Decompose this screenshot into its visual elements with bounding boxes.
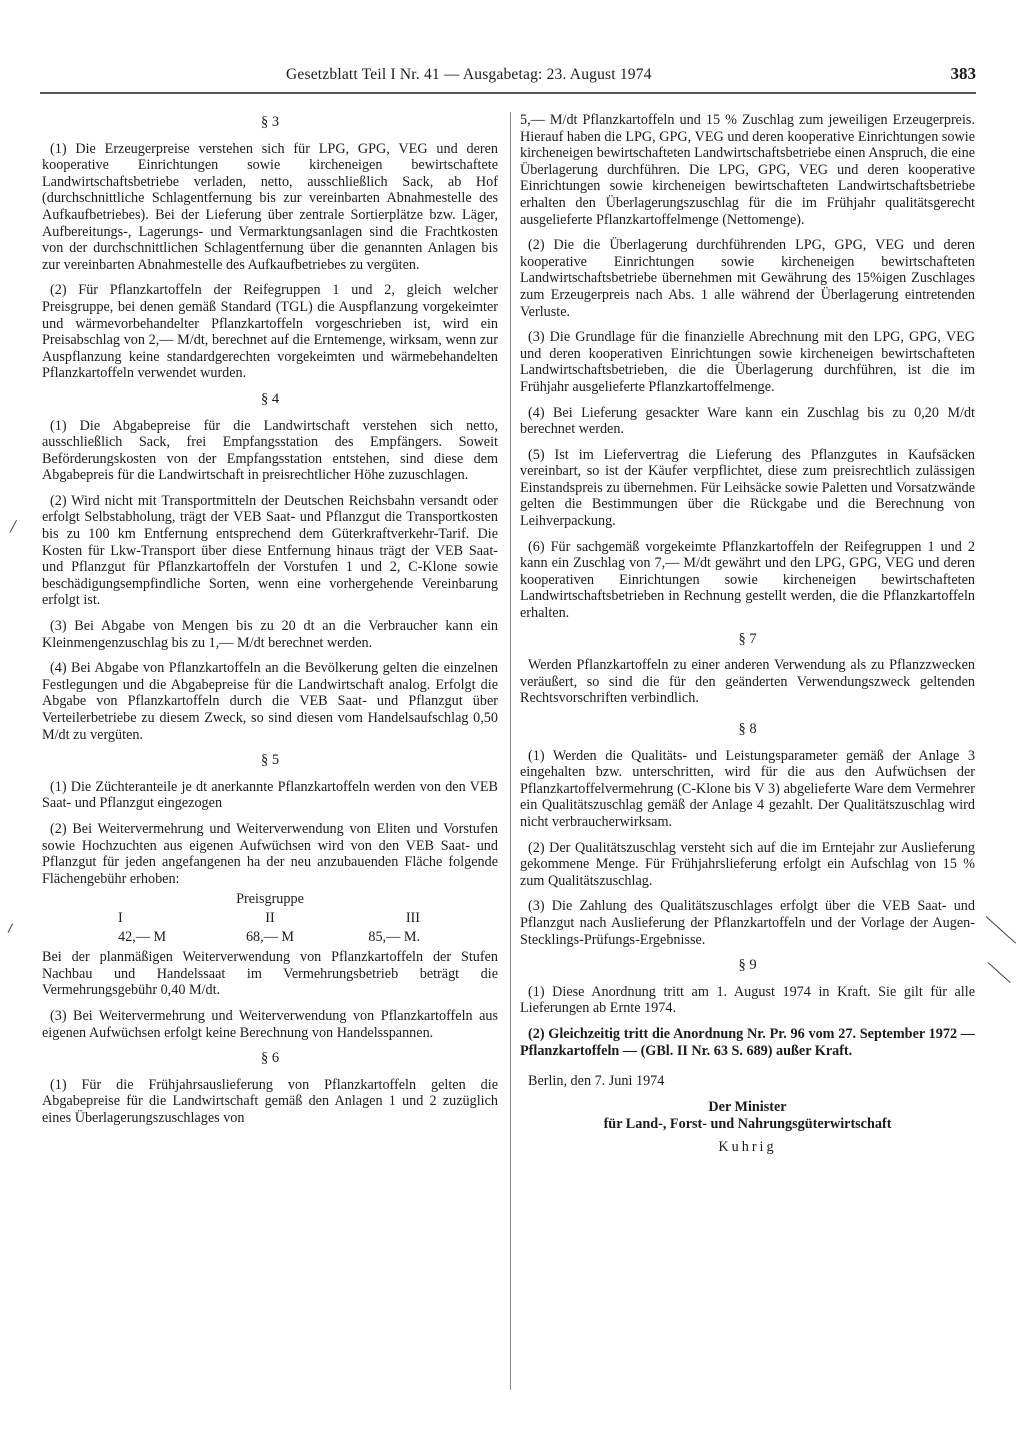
- section-6-paragraph-4: (4) Bei Lieferung gesackter Ware kann ein Zuschlag bis zu 0,20 M/dt berechnet werden.: [520, 404, 975, 438]
- fee-table-header: Preisgruppe: [236, 891, 304, 908]
- fee-table-group: III: [405, 909, 420, 926]
- section-4-paragraph-4: (4) Bei Abgabe von Pflanzkartoffeln an die Bevölkerung gelten die einzelnen Festlegungen und die Abgabepreise für die Landwirtschaft analog. Erfolgt die Abgabe von Pflanzkartoffeln durch die VEB Saat- und Pflanzgut über Verteilerbetriebe zu diesem Zweck, so sind diesen vom Handelsaufschlag 0,50 M/dt zu vergüten.: [42, 660, 498, 743]
- margin-mark: [986, 916, 1016, 944]
- fee-table-group: II: [265, 909, 275, 926]
- section-8-heading: § 8: [738, 721, 757, 737]
- fee-table-value: 68,— M: [245, 928, 295, 945]
- section-3-heading: § 3: [260, 114, 280, 130]
- section-3-paragraph-2: (2) Für Pflanzkartoffeln der Reifegruppen 1 und 2, gleich welcher Preisgruppe, bei denen gemäß Standard (TGL) die Auspflanzung vorgekeimter und wärmevorbehandelter Pflanzkartoffeln vorgeschrieben ist, wird ein Preisabschlag von 2,— M/dt, berechnet auf die Erntemenge, wirksam, wenn zur Auspflanzung keine standardgerechten vorgekeimten und wärmebehandelten Pflanzkartoffeln verwendet wurden.: [42, 282, 498, 382]
- section-9-paragraph-1: (1) Diese Anordnung tritt am 1. August 1974 in Kraft. Sie gilt für alle Lieferungen ab Ernte 1974.: [520, 983, 975, 1017]
- column-divider: [510, 112, 511, 1390]
- section-8-paragraph-2: (2) Der Qualitätszuschlag versteht sich auf die im Erntejahr zur Auslieferung gekommene Menge. Für Frühjahrslieferung erfolgt ein Aufschlag von 15 % zum Qualitätszuschlag.: [520, 839, 975, 889]
- fee-table-group: I: [118, 909, 123, 926]
- signature-block: [520, 1099, 975, 1156]
- signatory-ministry: für Land-, Forst- und Nahrungsgüterwirtschaft: [603, 1116, 892, 1133]
- section-6-paragraph-3: (3) Die Grundlage für die finanzielle Abrechnung mit den LPG, GPG, VEG und deren kooperativen Einrichtungen sowie kircheneigen bewirtschafteten Landwirtschaftsbetrieben, die die Überlagerung durchführen, ist die im Frühjahr ausgelieferte Pflanzkartoffelmenge.: [520, 329, 975, 395]
- signatory-name: Kuhrig: [718, 1138, 777, 1155]
- left-column: [42, 112, 498, 1135]
- right-column: [520, 112, 975, 1156]
- section-6-heading: § 6: [260, 1050, 280, 1067]
- section-4-heading: § 4: [260, 390, 280, 407]
- section-6-paragraph-5: (5) Ist im Liefervertrag die Lieferung des Pflanzgutes in Kaufsäcken vereinbart, so ist der Käufer verpflichtet, diese zum preisrechtlich zulässigen Einstandspreis zu übernehmen. Für Leihsäcke sowie Paletten und Vorsatzwände gelten die Bestimmungen über die Rückgabe und die Berechnung von Leihverpackung.: [520, 446, 975, 530]
- section-5-paragraph-2: (2) Bei Weitervermehrung und Weiterverwendung von Eliten und Vorstufen sowie Hochzuchten aus eigenen Aufwüchsen wird von den VEB Saat- und Pflanzgut für jeden angefangenen ha der neu anzubauenden Fläche folgende Flächengebühr erhoben:: [42, 820, 498, 887]
- section-7-paragraph-1: Werden Pflanzkartoffeln zu einer anderen Verwendung als zu Pflanzzwecken veräußert, so sind die für den geänderten Verwendungszweck geltenden Rechtsvorschriften verbindlich.: [520, 657, 975, 707]
- margin-mark: [10, 520, 17, 533]
- section-9-heading: § 9: [738, 957, 757, 974]
- section-4-paragraph-1: (1) Die Abgabepreise für die Landwirtschaft verstehen sich netto, ausschließlich Sack, frei Empfangsstation des Empfängers. Soweit Beförderungskosten von der Empfangsstation entstehen, sind diese dem Abgabepreis für die Landwirtschaft in preisrechtlicher Höhe zuzuschlagen.: [42, 417, 498, 484]
- header-rule: [40, 92, 976, 94]
- place-and-date: Berlin, den 7. Juni 1974: [528, 1073, 665, 1090]
- section-6-paragraph-1-continued: 5,— M/dt Pflanzkartoffeln und 15 % Zuschlag zum jeweiligen Erzeugerpreis. Hierauf haben die LPG, GPG, VEG und deren kooperative Einrichtungen sowie kircheneigen bewirtschafteten Landwirtschaftsbetriebe einen Anspruch, die eine Überlagerung durchführen. Die LPG, GPG, VEG und deren kooperative Einrichtungen sowie kircheneigen bewirtschafteten Landwirtschaftsbetriebe erhalten den Überlagerungszuschlag für die im Frühjahr qualitätsgerecht ausgelieferte Pflanzkartoffelmenge (Nettomenge).: [520, 112, 975, 228]
- section-6-paragraph-6: (6) Für sachgemäß vorgekeimte Pflanzkartoffeln der Reifegruppen 1 und 2 kann ein Zuschlag von 7,— M/dt gewährt und den LPG, GPG, VEG und deren kooperativen Einrichtungen sowie kircheneigen bewirtschafteten Landwirtschaftsbetrieben in Rechnung gestellt werden, die die Pflanzkartoffeln erhalten.: [520, 538, 975, 622]
- fee-table-value: 42,— M: [118, 928, 167, 945]
- section-4-paragraph-2: (2) Wird nicht mit Transportmitteln der Deutschen Reichsbahn versandt oder erfolgt Selbstabholung, trägt der VEB Saat- und Pflanzgut die Transportkosten bis zu 100 km Entfernung entsprechend dem Güterkraftverkehr-Tarif. Die Kosten für Lkw-Transport über diese Entfernung hinaus trägt der VEB Saat- und Pflanzgut für Pflanzkartoffeln der Vorstufen 1 und 2, C-Klone sowie beschädigungsempfindliche Sorten, wenn eine vorhergehende Vereinbarung erfolgt ist.: [42, 492, 498, 609]
- section-9-paragraph-2: (2) Gleichzeitig tritt die Anordnung Nr. Pr. 96 vom 27. September 1972 — Pflanzkartoffeln — (GBl. II Nr. 63 S. 689) außer Kraft.: [520, 1025, 975, 1059]
- fee-table-values-row: [42, 929, 498, 946]
- gazette-title: Gesetzblatt Teil I Nr. 41 — Ausgabetag: 23. August 1974: [286, 66, 652, 83]
- margin-mark: [8, 923, 14, 932]
- section-5-paragraph-1: (1) Die Züchteranteile je dt anerkannte Pflanzkartoffeln werden von den VEB Saat- und Pflanzgut eingezogen: [42, 778, 498, 812]
- page-number: 383: [950, 64, 976, 83]
- fee-table-value: 85,— M.: [368, 928, 420, 945]
- section-5-paragraph-3: (3) Bei Weitervermehrung und Weiterverwendung von Pflanzkartoffeln aus eigenen Aufwüchsen erfolgt keine Berechnung von Handelsspannen.: [42, 1007, 498, 1041]
- section-8-paragraph-1: (1) Werden die Qualitäts- und Leistungsparameter gemäß der Anlage 3 eingehalten bzw. unterschritten, wird für die aus den Aufwüchsen der Pflanzkartoffelvermehrung (C-Klone bis V 3) abgelieferte Ware dem Vermehrer ein Qualitätszuschlag gemäß der Anlage 4 gezahlt. Der Qualitätszuschlag wird nicht verbraucherwirksam.: [520, 747, 975, 830]
- fee-table-groups-row: [42, 910, 498, 927]
- signatory-title: Der Minister: [708, 1098, 787, 1115]
- section-5-heading: § 5: [260, 752, 280, 769]
- section-6-paragraph-1: (1) Für die Frühjahrsauslieferung von Pflanzkartoffeln gelten die Abgabepreise für die Landwirtschaft gemäß den Anlagen 1 und 2 zuzüglich eines Überlagerungszuschlages von: [42, 1076, 498, 1126]
- section-6-paragraph-2: (2) Die die Überlagerung durchführenden LPG, GPG, VEG und deren kooperative Einrichtungen sowie kircheneigen bewirtschafteten Landwirtschaftsbetriebe übernehmen mit Gewährung des 15%igen Zuschlages zum Erzeugerpreis nach Abs. 1 alle während der Überlagerung eintretenden Verluste.: [520, 237, 975, 320]
- fee-table: [42, 891, 498, 945]
- section-8-paragraph-3: (3) Die Zahlung des Qualitätszuschlages erfolgt über die VEB Saat- und Pflanzgut nach Auslieferung der Pflanzkartoffeln und der Vorlage der Augen-Stecklings-Prüfungs-Ergebnisse.: [520, 898, 975, 948]
- section-5-paragraph-2b: Bei der planmäßigen Weiterverwendung von Pflanzkartoffeln der Stufen Nachbau und Handelssaat im Vermehrungsbetrieb beträgt die Vermehrungsgebühr 0,40 M/dt.: [42, 949, 498, 999]
- section-7-heading: § 7: [738, 630, 757, 647]
- margin-mark: [988, 962, 1011, 983]
- page-header: [40, 64, 976, 92]
- section-3-paragraph-1: (1) Die Erzeugerpreise verstehen sich für LPG, GPG, VEG und deren kooperative Einrichtungen sowie kircheneigen bewirtschaftete Landwirtschaftsbetriebe verladen, netto, ausschließlich Sack, ab Hof (durchschnittliche Schlagentfernung bis zur vereinbarten Abnahmestelle des Aufkaufbetriebes). Bei der Lieferung über zentrale Sortierplätze bzw. Läger, Aufbereitungs-, Lagerungs- und Vermarktungsanlagen sind die Frachtkosten von der durchschnittlichen Schlagentfernung über die genannten Anlagen bis zur vereinbarten Abnahmestelle des Aufkaufbetriebes zu vergüten.: [42, 140, 498, 273]
- section-4-paragraph-3: (3) Bei Abgabe von Mengen bis zu 20 dt an die Verbraucher kann ein Kleinmengenzuschlag bis zu 1,— M/dt berechnet werden.: [42, 618, 498, 651]
